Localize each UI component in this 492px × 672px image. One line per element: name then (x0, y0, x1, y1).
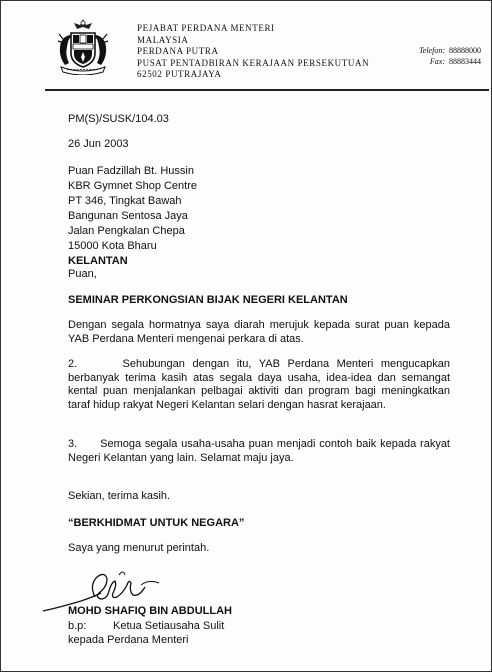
signatory-name: MOHD SHAFIQ BIN ABDULLAH (68, 605, 232, 617)
subject-line: SEMINAR PERKONGSIAN BIJAK NEGERI KELANTAN (68, 294, 348, 306)
motto: “BERKHIDMAT UNTUK NEGARA” (68, 517, 245, 529)
fax-label: Fax: (429, 57, 445, 66)
letterhead-contact (411, 45, 481, 67)
letterhead-line: PERDANA PUTRA (137, 46, 219, 56)
recipient-line: Puan Fadzillah Bt. Hussin (68, 165, 194, 177)
letter-date: 26 Jun 2003 (68, 138, 129, 150)
letterhead-divider (45, 89, 489, 91)
paragraph-1: Dengan segala hormatnya saya diarah merujuk kepada surat puan kepada YAB Perdana Menteri mengenai perkara di atas. (68, 319, 450, 345)
closing-line: Sekian, terima kasih. (68, 490, 171, 502)
letterhead-address (137, 23, 369, 81)
sign-off: Saya yang menurut perintah. (68, 542, 210, 554)
phone-label: Telefon: (419, 46, 445, 55)
letterhead-line: PEJABAT PERDANA MENTERI (137, 23, 275, 33)
paragraph-3: 3. Semoga segala usaha-usaha puan menjadi contoh baik kepada rakyat Negeri Kelantan yang lain. Selamat maju jaya. (68, 438, 454, 464)
letterhead-line: PUSAT PENTADBIRAN KERAJAAN PERSEKUTUAN (137, 57, 370, 68)
recipient-line: PT 346, Tingkat Bawah (68, 195, 182, 207)
coat-of-arms-icon (55, 17, 111, 75)
phone-number: 88888000 (449, 46, 481, 55)
signatory-title: Ketua Setiausaha Sulit (113, 620, 225, 632)
recipient-line: 15000 Kota Bharu (68, 240, 157, 252)
bp-label: b.p: (68, 620, 87, 632)
recipient-line: KBR Gymnet Shop Centre (68, 180, 198, 192)
recipient-state: KELANTAN (68, 255, 128, 267)
fax-number: 88883444 (449, 57, 481, 66)
recipient-line: Jalan Pengkalan Chepa (68, 225, 185, 237)
paragraph-2: 2. Sehubungan dengan itu, YAB Perdana Menteri mengucapkan berbanyak terima kasih atas segala daya usaha, idea-idea dan semangat kental puan menjalankan pelbagai aktiviti dan program bagi meningkatkan taraf hidup rakyat Negeri Kelantan selari dengan hasrat kerajaan. (68, 358, 454, 412)
signatory-title: kepada Perdana Menteri (68, 634, 189, 646)
letterhead-line: MALAYSIA (137, 34, 189, 45)
letterhead-line: 62502 PUTRAJAYA (137, 69, 222, 79)
reference-number: PM(S)/SUSK/104.03 (68, 113, 169, 125)
salutation: Puan, (68, 268, 97, 280)
recipient-line: Bangunan Sentosa Jaya (68, 210, 188, 222)
